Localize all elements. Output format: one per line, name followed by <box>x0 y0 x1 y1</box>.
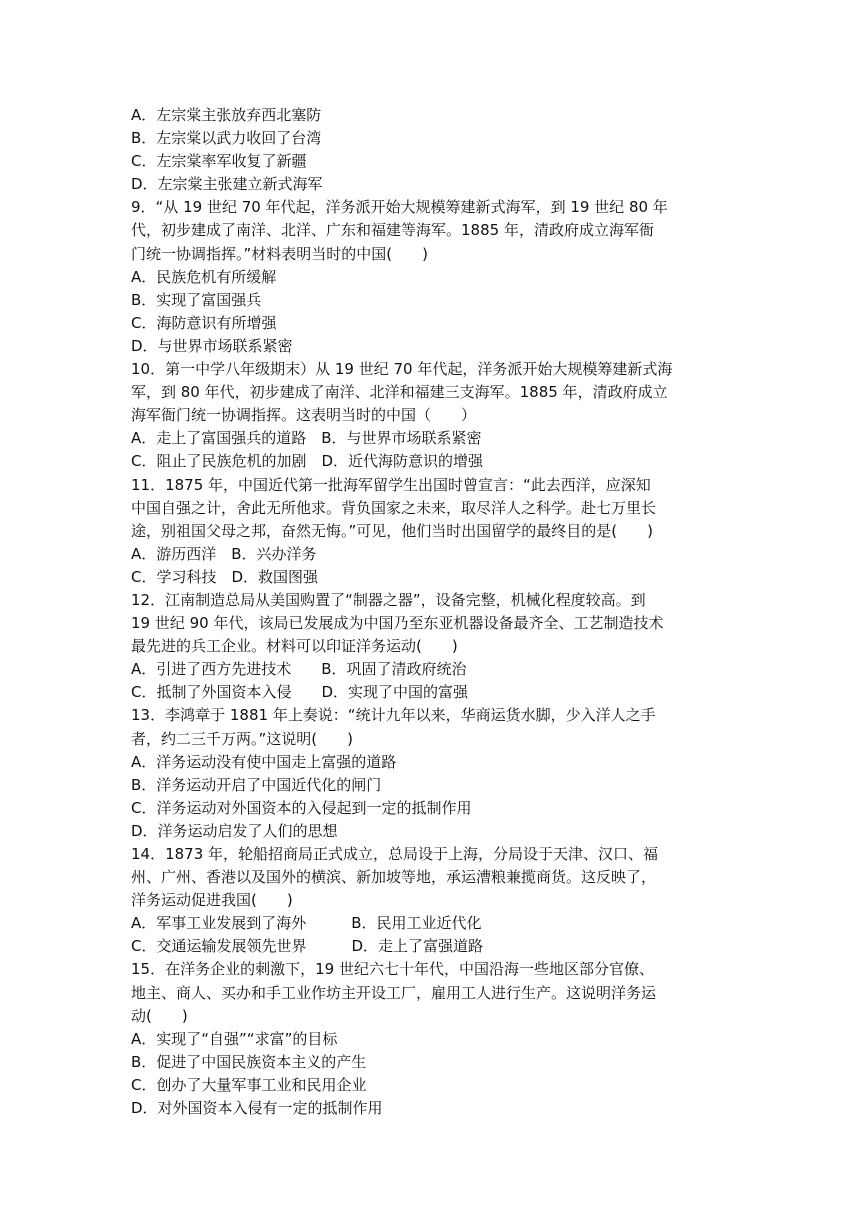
question-stem-line: 海军衙门统一协调指挥。这表明当时的中国（ ） <box>131 406 477 425</box>
question-stem-line: 14．1873 年，轮船招商局正式成立，总局设于上海，分局设于天津、汉口、福 <box>131 845 659 863</box>
option-line: A．军事工业发展到了海外 B．民用工业近代化 <box>131 914 482 933</box>
option-line: D．左宗棠主张建立新式海军 <box>131 175 323 194</box>
option-line: D．对外国资本入侵有一定的抵制作用 <box>131 1099 383 1118</box>
question-stem-line: 动( ) <box>131 1006 188 1025</box>
option-line: A．左宗棠主张放弃西北塞防 <box>131 106 322 124</box>
question-15 <box>131 958 731 1120</box>
question-stem-line: 州、广州、香港以及国外的横滨、新加坡等地，承运漕粮兼揽商货。这反映了， <box>131 868 657 887</box>
option-line: C．阻止了民族危机的加剧 D．近代海防意识的增强 <box>131 452 484 471</box>
question-stem-line: 途，别祖国父母之邦，奋然无悔。”可见，他们当时出国留学的最终目的是( ) <box>131 521 653 540</box>
question-stem-line: 11．1875 年，中国近代第一批海军留学生出国时曾宣言：“此去西洋，应深知 <box>131 475 651 494</box>
question-stem-line: 12．江南制造总局从美国购置了“制器之器”，设备完整，机械化程度较高。到 <box>131 590 646 609</box>
question-stem-line: 9．“从 19 世纪 70 年代起，洋务派开始大规模筹建新式海军，到 19 世纪 80 年 <box>131 198 668 217</box>
option-line: C．抵制了外国资本入侵 D．实现了中国的富强 <box>131 683 469 702</box>
option-line: C．交通运输发展领先世界 D．走上了富强道路 <box>131 937 484 956</box>
question-stem-line: 最先进的兵工企业。材料可以印证洋务运动( ) <box>131 637 458 656</box>
question-12 <box>131 589 731 704</box>
option-line: D．与世界市场联系紧密 <box>131 336 293 355</box>
option-line: A．洋务运动没有使中国走上富强的道路 <box>131 752 397 771</box>
option-line: A．民族危机有所缓解 <box>131 267 277 286</box>
option-line: A．实现了“自强”“求富”的目标 <box>131 1029 338 1048</box>
question-11 <box>131 474 731 589</box>
question-10 <box>131 358 731 473</box>
option-line: A．游历西洋 B．兴办洋务 <box>131 544 317 563</box>
option-line: B．促进了中国民族资本主义的产生 <box>131 1052 367 1071</box>
option-line: B．实现了富国强兵 <box>131 290 262 309</box>
document-page <box>131 104 731 1120</box>
question-14 <box>131 843 731 958</box>
option-line: C．创办了大量军事工业和民用企业 <box>131 1075 367 1094</box>
option-line: D．洋务运动启发了人们的思想 <box>131 821 338 840</box>
option-line: B．洋务运动开启了中国近代化的闸门 <box>131 775 382 794</box>
question-stem-line: 13．李鸿章于 1881 年上奏说：“统计九年以来，华商运货水脚，少入洋人之手 <box>131 706 656 725</box>
question-stem-line: 地主、商人、买办和手工业作坊主开设工厂，雇用工人进行生产。这说明洋务运 <box>131 983 657 1002</box>
question-stem-line: 门统一协调指挥。”材料表明当时的中国( ) <box>131 244 428 263</box>
question-stem-line: 代，初步建成了南洋、北洋、广东和福建等海军。1885 年，清政府成立海军衙 <box>131 221 654 240</box>
question-9 <box>131 196 731 358</box>
question-stem-line: 10．第一中学八年级期末）从 19 世纪 70 年代起，洋务派开始大规模筹建新式海 <box>131 360 673 379</box>
option-line: A．引进了西方先进技术 B．巩固了清政府统治 <box>131 660 467 679</box>
question-stem-line: 洋务运动促进我国( ) <box>131 891 293 910</box>
option-line: C．学习科技 D．救国图强 <box>131 567 319 586</box>
option-line: B．左宗棠以武力收回了台湾 <box>131 129 322 148</box>
option-line: C．海防意识有所增强 <box>131 313 277 332</box>
question-stem-line: 者，约二三千万两。”这说明( ) <box>131 729 353 748</box>
option-line: A．走上了富国强兵的道路 B．与世界市场联系紧密 <box>131 429 482 448</box>
question-8-options <box>131 104 731 196</box>
option-line: C．洋务运动对外国资本的入侵起到一定的抵制作用 <box>131 798 472 817</box>
question-13 <box>131 704 731 843</box>
question-stem-line: 19 世纪 90 年代，该局已发展成为中国乃至东亚机器设备最齐全、工艺制造技术 <box>131 614 664 633</box>
question-stem-line: 15．在洋务企业的刺激下，19 世纪六七十年代，中国沿海一些地区部分官僚、 <box>131 960 654 979</box>
question-stem-line: 中国自强之计，舍此无所他求。背负国家之未来，取尽洋人之科学。赴七万里长 <box>131 498 657 517</box>
question-stem-line: 军，到 80 年代，初步建成了南洋、北洋和福建三支海军。1885 年，清政府成立 <box>131 383 668 402</box>
option-line: C．左宗棠率军收复了新疆 <box>131 152 307 171</box>
